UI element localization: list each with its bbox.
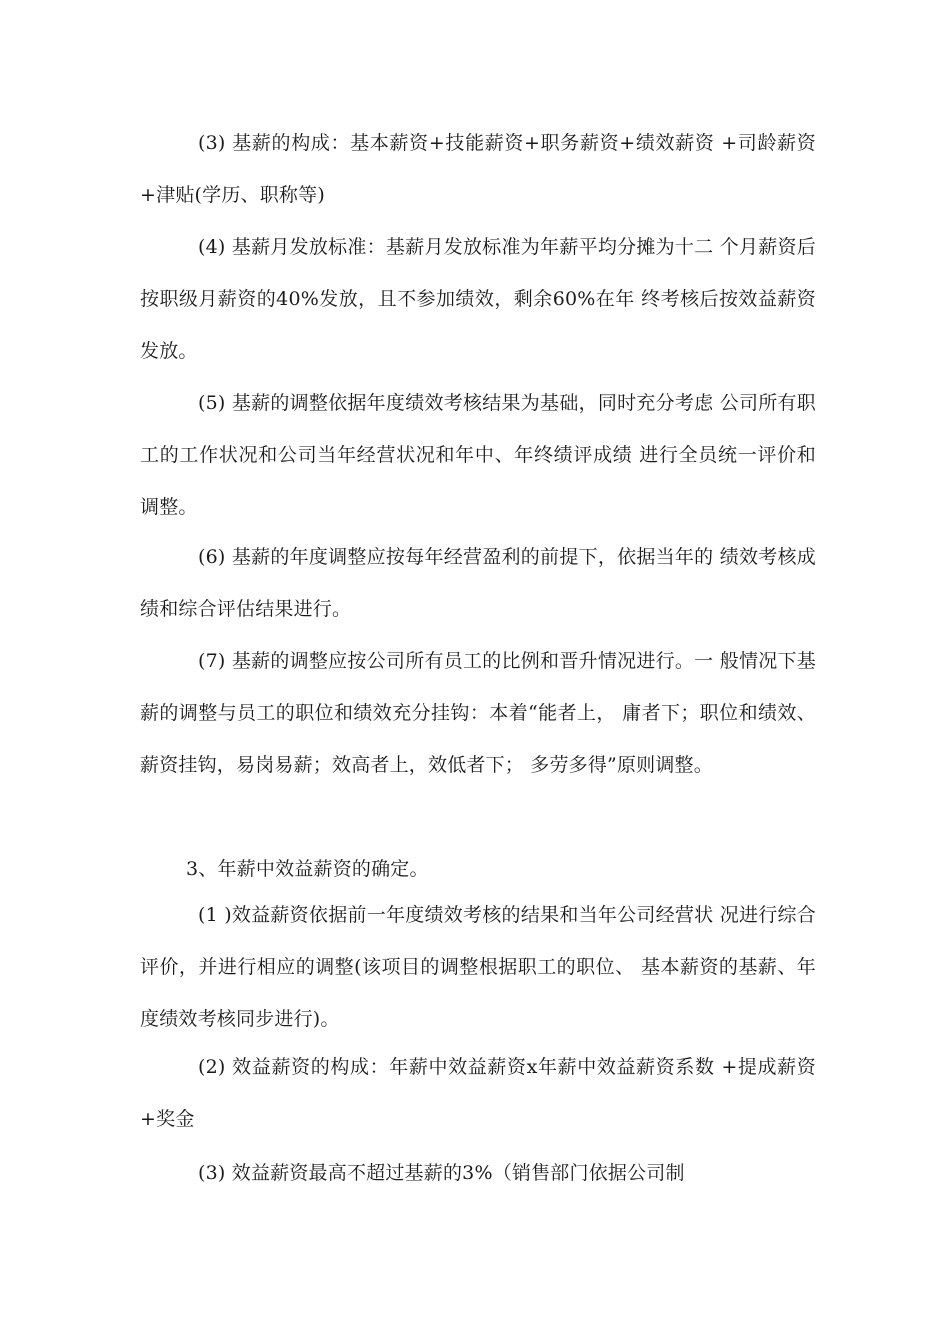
paragraph-annual-adjustment: (6) 基薪的年度调整应按每年经营盈利的前提下，依据当年的 绩效考核成绩和综合评估结果进行。 <box>140 546 816 620</box>
paragraph-base-salary-adjustment-basis: (5) 基薪的调整依据年度绩效考核结果为基础，同时充分考虑 公司所有职工的工作状况和公司当年经营状况和年中、年终绩评成绩 进行全员统一评价和调整。 <box>140 392 816 518</box>
paragraph-performance-pay-cap: (3) 效益薪资最高不超过基薪的3%（销售部门依据公司制 <box>198 1162 685 1184</box>
paragraph-performance-pay-composition: (2) 效益薪资的构成：年薪中效益薪资x年薪中效益薪资系数 +提成薪资+奖金 <box>140 1056 816 1130</box>
paragraph-monthly-payment-standard: (4) 基薪月发放标准：基薪月发放标准为年薪平均分摊为十二 个月薪资后按职级月薪资的40%发放，且不参加绩效，剩余60%在年 终考核后按效益薪资发放。 <box>140 236 816 362</box>
paragraph-adjustment-principles: (7) 基薪的调整应按公司所有员工的比例和晋升情况进行。一 般情况下基薪的调整与员工的职位和绩效充分挂钩：本着“能者上， 庸者下；职位和绩效、薪资挂钩，易岗易薪；效高者上，效低者下； 多劳多得”原则调整。 <box>140 650 816 776</box>
paragraph-base-salary-composition: (3) 基薪的构成：基本薪资+技能薪资+职务薪资+绩效薪资 +司龄薪资+津贴(学历、职称等) <box>140 132 816 206</box>
section-heading-performance-pay: 3、年薪中效益薪资的确定。 <box>186 858 429 880</box>
paragraph-performance-pay-basis: (1 )效益薪资依据前一年度绩效考核的结果和当年公司经营状 况进行综合评价，并进行相应的调整(该项目的调整根据职工的职位、 基本薪资的基薪、年度绩效考核同步进行)。 <box>140 904 816 1030</box>
